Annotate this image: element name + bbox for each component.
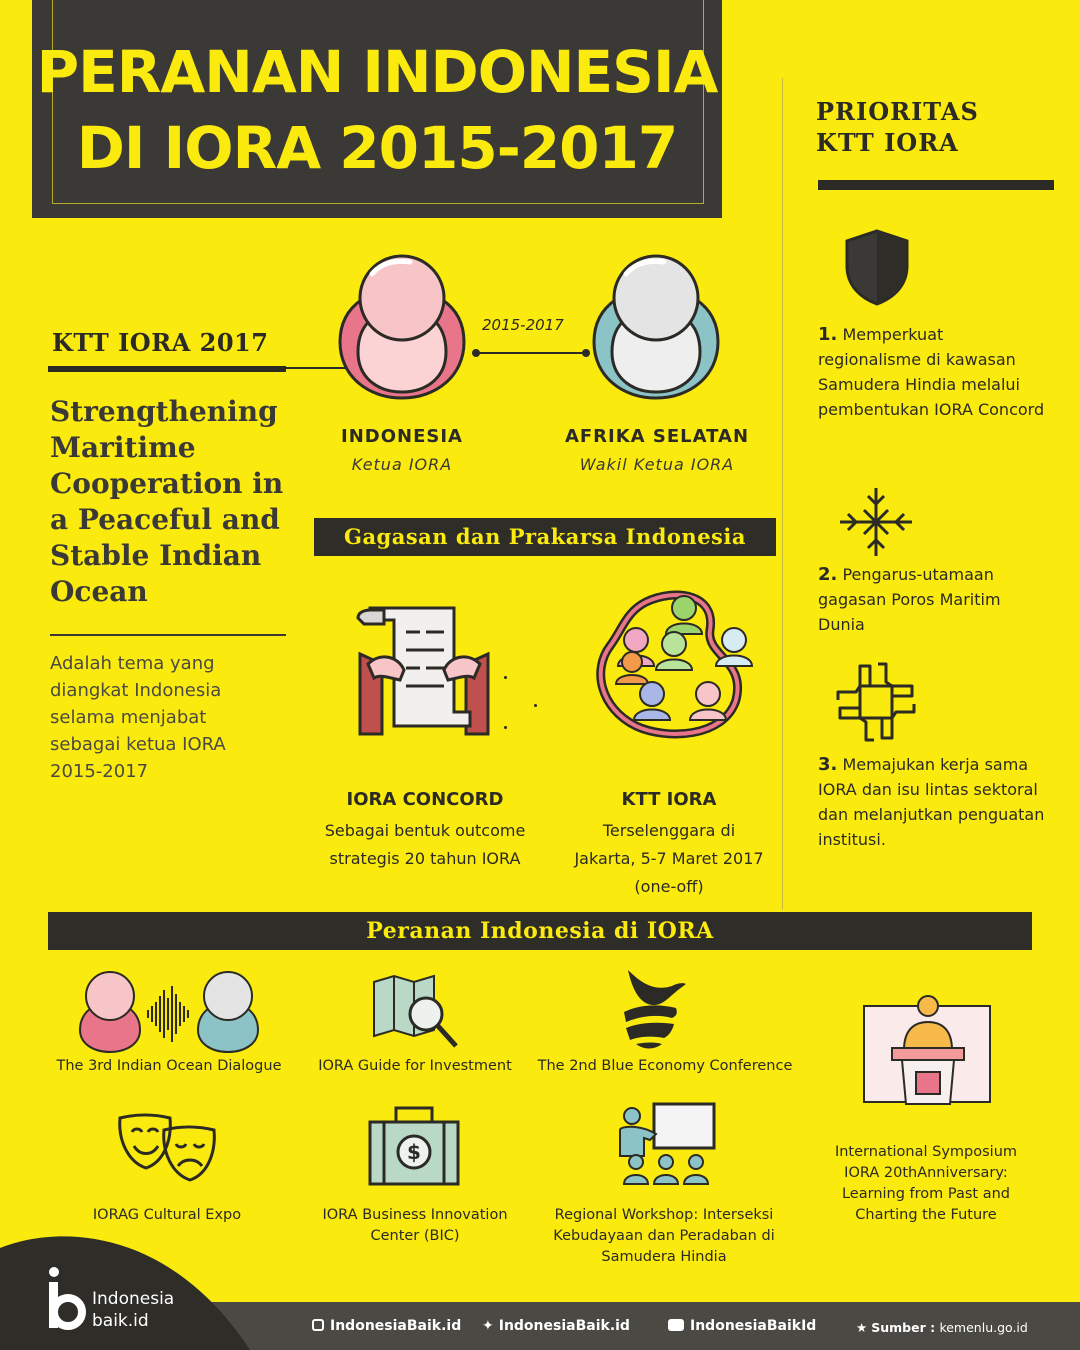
shield-icon: [843, 228, 911, 306]
priority-item-1: [818, 322, 1048, 422]
money-briefcase-icon: [366, 1106, 462, 1188]
priority-text: Pengarus-utamaan gagasan Poros Maritim Dunia: [818, 565, 1001, 634]
priority-number: 1.: [818, 324, 838, 345]
youtube-link[interactable]: [668, 1318, 816, 1334]
summit-desc-line: Jakarta, 5-7 Maret 2017: [574, 849, 764, 868]
theme-divider: [50, 634, 286, 636]
peranan-item-3-label: The 2nd Blue Economy Conference: [537, 1058, 793, 1074]
priority-text: Memperkuat regionalisme di kawasan Samudera Hindia melalui pembentukan IORA Concord: [818, 325, 1045, 419]
priority-number: 2.: [818, 564, 838, 585]
south-africa-role: Wakil Ketua IORA: [579, 455, 735, 474]
peranan-item-2-label: IORA Guide for Investment: [318, 1058, 512, 1074]
dialogue-icon: [76, 968, 262, 1054]
twitter-icon: ✦: [482, 1318, 494, 1334]
theme-description: Adalah tema yang diangkat Indonesia selama menjabat sebagai ketua IORA 2015-2017: [50, 653, 226, 782]
priority-item-2: [818, 562, 1048, 637]
map-magnifier-icon: [370, 972, 462, 1052]
youtube-handle: IndonesiaBaikId: [690, 1318, 817, 1334]
instagram-link[interactable]: [312, 1318, 461, 1334]
source-value: kemenlu.go.id: [939, 1320, 1028, 1335]
indonesia-avatar-icon: [336, 252, 468, 402]
brand-line-2: baik.id: [92, 1311, 149, 1331]
peranan-section-title: Peranan Indonesia di IORA: [48, 912, 1032, 950]
star-icon: ★: [856, 1320, 868, 1335]
south-africa-avatar-icon: [590, 252, 722, 402]
peranan-item-5-label: IORAG Cultural Expo: [92, 1207, 242, 1223]
priority-item-3: [818, 752, 1048, 852]
page-title-line-1: PERANAN INDONESIA: [36, 38, 718, 106]
priority-text: Memajukan kerja sama IORA dan isu lintas sektoral dan melanjutkan penguatan institusi.: [818, 755, 1045, 849]
summit-description: [554, 817, 784, 901]
concord-desc-line: Sebagai bentuk outcome: [324, 821, 526, 840]
presentation-icon: [618, 1100, 718, 1190]
priorities-title-line-2: KTT IORA: [816, 128, 959, 157]
priorities-title: [816, 96, 979, 158]
instagram-icon: [312, 1319, 324, 1331]
priority-number: 3.: [818, 754, 838, 775]
dots-decoration: [500, 670, 540, 740]
peranan-item-1-label: The 3rd Indian Ocean Dialogue: [56, 1058, 282, 1074]
column-divider: [782, 78, 783, 910]
linked-hands-icon: [834, 660, 918, 744]
priorities-title-line-1: PRIORITAS: [816, 97, 979, 126]
role-connector: [470, 346, 592, 360]
indonesiabaik-logo-icon: [46, 1266, 86, 1332]
south-africa-name: AFRIKA SELATAN: [564, 426, 750, 447]
ktt-title: KTT IORA 2017: [52, 328, 269, 357]
title-banner: [32, 0, 722, 218]
brand-line-1: Indonesia: [92, 1289, 175, 1309]
source-credit: [856, 1320, 1028, 1335]
gagasan-section-title: Gagasan dan Prakarsa Indonesia: [314, 518, 776, 556]
priorities-underline: [818, 180, 1054, 190]
concord-desc-line: strategis 20 tahun IORA: [329, 849, 521, 868]
youtube-icon: [668, 1319, 684, 1331]
ktt-underline: [48, 366, 286, 372]
summit-desc-line: Terselenggara di: [602, 821, 736, 840]
document-scroll-icon: [354, 604, 494, 738]
indonesia-name: INDONESIA: [341, 426, 463, 447]
peranan-item-4-label: International Symposium IORA 20thAnniversary: Learning from Past and Charting the Future: [834, 1144, 1018, 1223]
concord-description: [300, 817, 550, 873]
page-title-line-2: DI IORA 2015-2017: [76, 114, 678, 182]
concord-title: IORA CONCORD: [346, 789, 504, 810]
ktt-theme: Strengthening Maritime Cooperation in a Peaceful and Stable Indian Ocean: [50, 395, 284, 608]
summit-title: KTT IORA: [621, 789, 717, 810]
summit-network-icon: [596, 590, 758, 742]
theatre-masks-icon: [116, 1110, 218, 1186]
instagram-handle: IndonesiaBaik.id: [330, 1318, 462, 1334]
compass-arrows-icon: [838, 486, 914, 558]
twitter-link[interactable]: [482, 1318, 630, 1334]
twitter-handle: IndonesiaBaik.id: [498, 1318, 630, 1334]
speaker-podium-icon: [862, 992, 992, 1106]
term-years: 2015-2017: [482, 316, 564, 334]
indonesia-role: Ketua IORA: [351, 455, 453, 474]
svg-text:$: $: [407, 1140, 421, 1164]
brand-name: [92, 1288, 174, 1332]
source-label: Sumber :: [871, 1320, 936, 1335]
summit-desc-line: (one-off): [634, 877, 704, 896]
peranan-item-7-label: Regional Workshop: Interseksi Kebudayaan dan Peradaban di Samudera Hindia: [553, 1207, 775, 1265]
peranan-item-6-label: IORA Business Innovation Center (BIC): [322, 1207, 508, 1244]
bird-wave-icon: [620, 964, 688, 1052]
